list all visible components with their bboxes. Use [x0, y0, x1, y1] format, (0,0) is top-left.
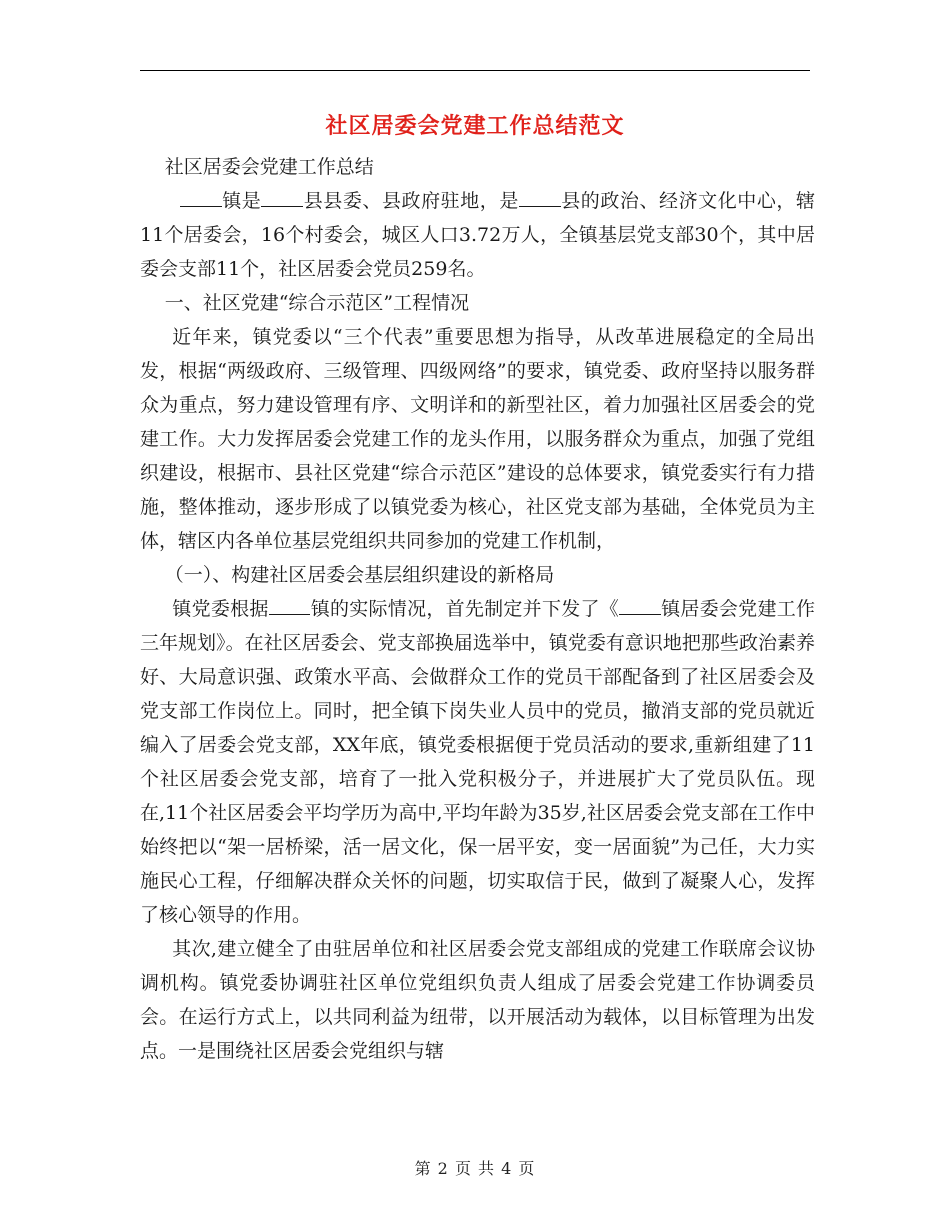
paragraph-organization	[140, 592, 815, 932]
paragraph-text: 镇居委会党建工作三年规划》。在社区居委会、党支部换届选举中，镇党委有意识地把那些政治素养好、大局意识强、政策水平高、会做群众工作的党员干部配备到了社区居委会及党支部工作岗位上。同时，把全镇下岗失业人员中的党员，撤消支部的党员就近编入了居委会党支部，XX年底，镇党委根据便于党员活动的要求,重新组建了11个社区居委会党支部，培育了一批入党积极分子，并进展扩大了党员队伍。现在,11个社区居委会平均学历为高中,平均年龄为35岁,社区居委会党支部在工作中始终把以“架一居桥梁，活一居文化，保一居平安，变一居面貌”为己任，大力实施民心工程，仔细解决群众关怀的问题，切实取信于民，做到了凝聚人心，发挥了核心领导的作用。	[140, 598, 815, 926]
blank-line	[269, 594, 311, 615]
header-rule	[140, 70, 810, 71]
section-heading-2: （一）、构建社区居委会基层组织建设的新格局	[164, 564, 555, 586]
paragraph-text: 镇是	[221, 190, 262, 212]
paragraph-text: 镇党委根据	[172, 598, 269, 620]
page-footer: 第 2 页 共 4 页	[414, 1159, 536, 1178]
blank-line	[180, 186, 222, 207]
paragraph-text: 县的政治、经济文化中心，辖11个居委会，16个村委会，城区人口3.72万人，全镇基层党支部30个，其中居委会支部11个，社区居委会党员259名。	[140, 190, 815, 280]
document-subtitle: 社区居委会党建工作总结	[164, 156, 374, 178]
document-body	[140, 150, 815, 1068]
paragraph-coordination: 其次,建立健全了由驻居单位和社区居委会党支部组成的党建工作联席会议协调机构。镇党委协调驻社区单位党组织负责人组成了居委会党建工作协调委员会。在运行方式上，以共同利益为纽带，以开展活动为载体，以目标管理为出发点。一是围绕社区居委会党组织与辖	[140, 938, 815, 1062]
paragraph-intro	[140, 184, 815, 286]
paragraph-overview: 近年来，镇党委以“三个代表”重要思想为指导，从改革进展稳定的全局出发，根据“两级政府、三级管理、四级网络”的要求，镇党委、政府坚持以服务群众为重点，努力建设管理有序、文明详和的新型社区，着力加强社区居委会的党建工作。大力发挥居委会党建工作的龙头作用，以服务群众为重点，加强了党组织建设，根据市、县社区党建“综合示范区”建设的总体要求，镇党委实行有力措施，整体推动，逐步形成了以镇党委为核心，社区党支部为基础，全体党员为主体，辖区内各单位基层党组织共同参加的党建工作机制，	[140, 326, 815, 552]
blank-line	[619, 594, 661, 615]
document-title: 社区居委会党建工作总结范文	[325, 113, 625, 139]
paragraph-text: 县县委、县政府驻地，是	[303, 190, 519, 212]
blank-line	[261, 186, 303, 207]
blank-line	[519, 186, 561, 207]
section-heading-1: 一、社区党建“综合示范区”工程情况	[164, 292, 470, 314]
paragraph-text: 镇的实际情况，首先制定并下发了《	[310, 598, 620, 620]
